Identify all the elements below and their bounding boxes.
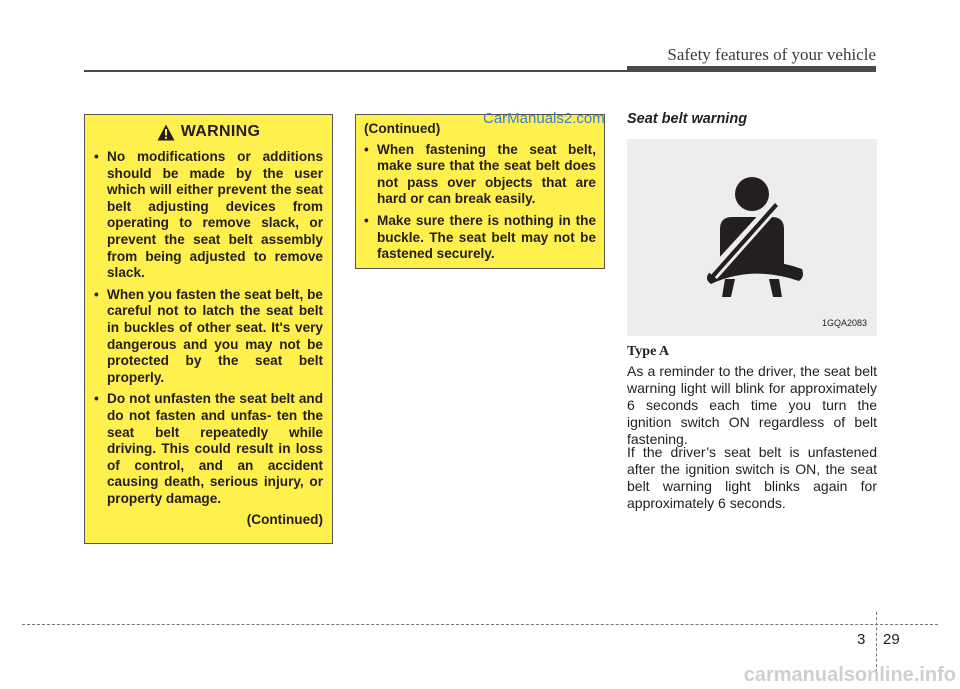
warning-list-1 bbox=[94, 149, 323, 507]
warning-list-2 bbox=[364, 142, 596, 263]
list-item: • When you fasten the seat belt, be careful not to latch the seat belt in buckles of other seat. It's very dangerous and you may not be protected by the seat belt properly. bbox=[94, 287, 323, 387]
seat-belt-warning-figure bbox=[627, 139, 877, 336]
section-title: Seat belt warning bbox=[627, 111, 748, 127]
footer-site-watermark[interactable]: carmanualsonline.info bbox=[743, 664, 956, 686]
figure-code: 1GQA2083 bbox=[821, 318, 867, 328]
continued-label: (Continued) bbox=[364, 121, 441, 136]
header-rule-accent bbox=[627, 66, 876, 72]
body-paragraph: As a reminder to the driver, the seat belt warning light will blink for approximately 6 seconds each time you turn the ignition switch ON regardless of belt fastening. bbox=[627, 363, 877, 447]
chapter-number: 3 bbox=[857, 631, 866, 648]
watermark-link[interactable]: CarManuals2.com bbox=[483, 110, 605, 127]
warning-heading-text: WARNING bbox=[180, 123, 261, 141]
list-item: • When fastening the seat belt, make sure that the seat belt does not pass over objects that are hard or can break easily. bbox=[364, 142, 596, 208]
continued-label: (Continued) bbox=[246, 512, 323, 528]
footer-rule bbox=[22, 624, 938, 625]
warning-triangle-icon bbox=[157, 124, 175, 141]
warning-heading bbox=[94, 124, 323, 141]
warning-box-1 bbox=[84, 114, 333, 544]
list-item: • No modifications or additions should be made by the user which will either prevent the seat belt adjusting devices from operating to remove slack, or prevent the seat belt assembly from being adjusted to remove slack. bbox=[94, 149, 323, 282]
list-item: • Make sure there is nothing in the buckle. The seat belt may not be fastened securely. bbox=[364, 213, 596, 263]
page-number: 29 bbox=[883, 631, 900, 648]
list-item: • Do not unfasten the seat belt and do not fasten and unfas- ten the seat belt repeatedly while driving. This could result in loss of control, and an accident causing death, serious injury, or property damage. bbox=[94, 391, 323, 507]
seat-belt-icon bbox=[627, 139, 877, 336]
warning-box-2 bbox=[355, 114, 605, 269]
footer-divider bbox=[876, 612, 877, 672]
page-section-title: Safety features of your vehicle bbox=[667, 45, 876, 64]
type-label: Type A bbox=[627, 344, 670, 359]
body-paragraph: If the driver’s seat belt is unfastened after the ignition switch is ON, the seat belt warning light blinks again for approximately 6 seconds. bbox=[627, 444, 877, 511]
